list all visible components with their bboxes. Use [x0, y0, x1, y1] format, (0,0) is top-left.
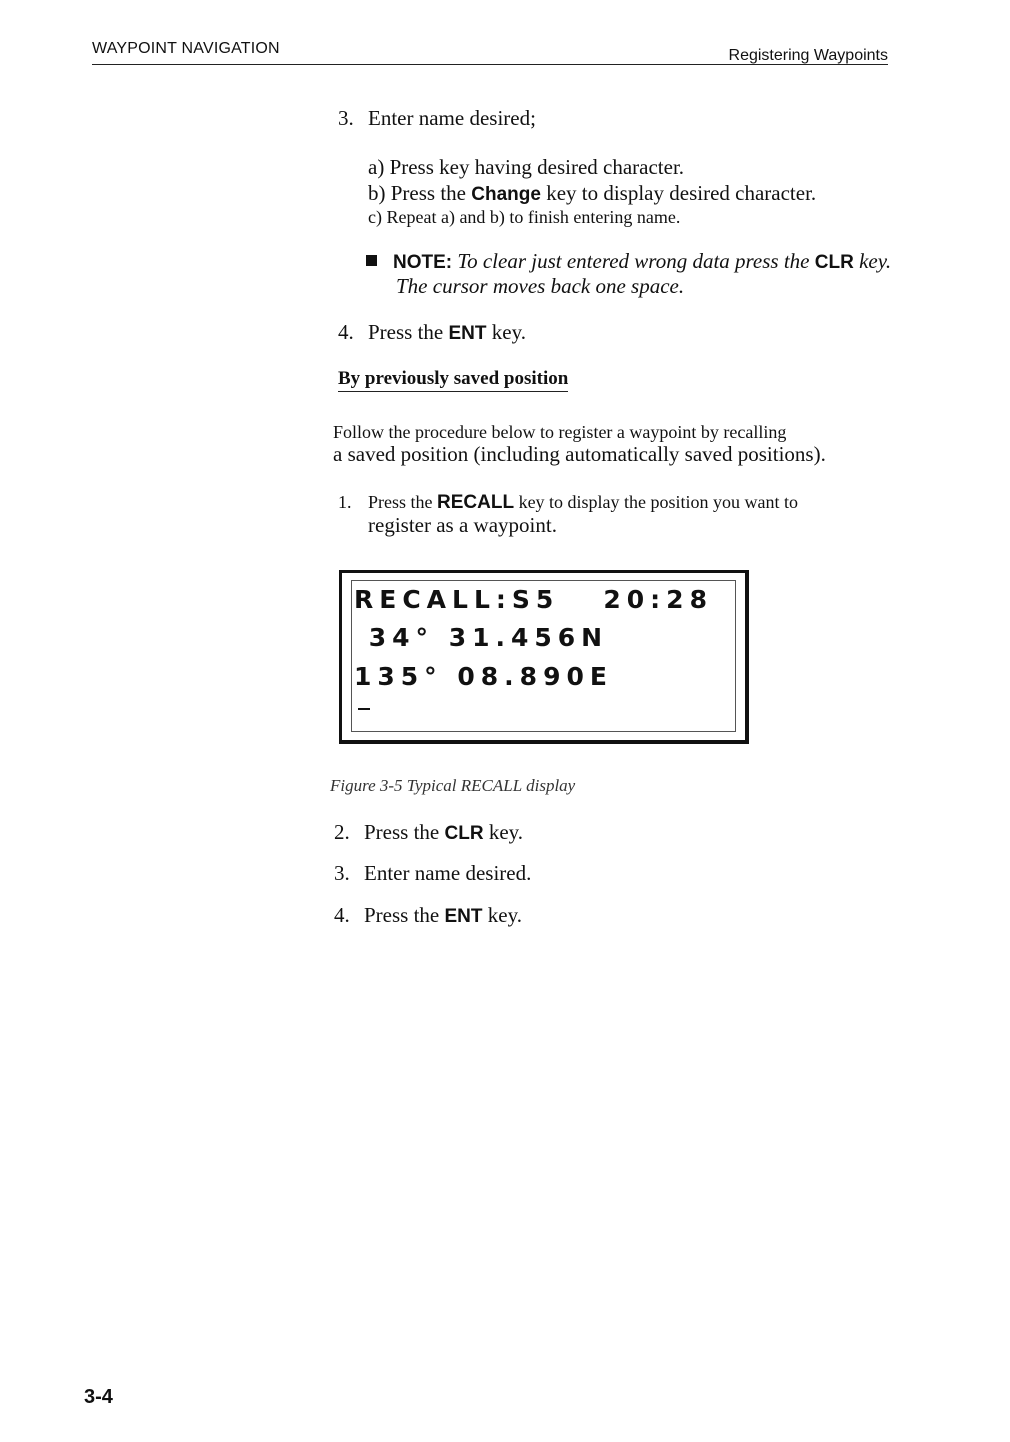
step-text: Enter name desired;: [368, 106, 536, 130]
recall-step: [338, 492, 798, 514]
recall-lcd-display: [339, 570, 749, 744]
intro-line-1: Follow the procedure below to register a waypoint by recalling: [333, 422, 787, 442]
running-header-left: WAYPOINT NAVIGATION: [92, 40, 280, 57]
header-rule: [92, 64, 888, 65]
ent-key-label: ENT: [444, 906, 483, 927]
note-line-2: The cursor moves back one space.: [396, 274, 685, 298]
step-4: [338, 320, 526, 345]
lcd-line-3: 135° 08.890E: [354, 662, 613, 691]
step-4-post: key.: [486, 320, 526, 344]
step-number: 2.: [334, 820, 350, 844]
substep-c: [368, 207, 680, 228]
subheading-text: By previously saved position: [338, 368, 568, 392]
clr-key-label: CLR: [444, 823, 484, 844]
step-number: 4.: [338, 320, 354, 344]
recall-step-line-2: register as a waypoint.: [368, 513, 557, 537]
recall-key-label: RECALL: [437, 492, 515, 513]
recall-step-post: key to display the position you want to: [514, 492, 799, 512]
note-text-pre: To clear just entered wrong data press the: [452, 249, 815, 273]
substep-b-pre: b) Press the: [368, 181, 472, 205]
final-step-2-post: key.: [483, 820, 524, 844]
step-number: 1.: [338, 492, 352, 512]
step-4-pre: Press the: [368, 320, 449, 344]
substep-a-text: a) Press key having desired character.: [368, 155, 685, 179]
ent-key-label: ENT: [448, 323, 487, 344]
note-bullet-icon: [366, 255, 377, 266]
intro-line-2: a saved position (including automatically saved positions).: [333, 442, 826, 466]
clr-key-label: CLR: [814, 252, 854, 273]
step-3: [338, 106, 536, 131]
step-number: 4.: [334, 903, 350, 927]
substep-c-text: c) Repeat a) and b) to finish entering name.: [368, 207, 681, 227]
lcd-cursor: [358, 708, 370, 710]
step-number: 3.: [334, 861, 350, 885]
running-header-right: Registering Waypoints: [728, 47, 888, 64]
final-step-2: [334, 820, 523, 845]
change-key-label: Change: [471, 184, 541, 205]
final-step-4-post: key.: [482, 903, 522, 927]
recall-step-pre: Press the: [368, 492, 437, 512]
final-step-2-pre: Press the: [364, 820, 445, 844]
substep-b: [368, 181, 816, 206]
final-step-4-pre: Press the: [364, 903, 445, 927]
lcd-line-2: 34° 31.456N: [354, 623, 609, 652]
note: [366, 249, 891, 274]
figure-caption: Figure 3-5 Typical RECALL display: [330, 776, 576, 795]
step-number: 3.: [338, 106, 354, 130]
lcd-line-1: RECALL:S5 20:28: [354, 585, 713, 614]
note-label: NOTE:: [393, 252, 453, 273]
section-subheading: [338, 368, 568, 390]
final-step-3: [334, 861, 531, 886]
final-step-4: [334, 903, 522, 928]
note-text-post: key.: [853, 249, 892, 273]
substep-a: [368, 155, 684, 180]
substep-b-post: key to display desired character.: [540, 181, 817, 205]
page-number: 3-4: [84, 1386, 113, 1408]
final-step-3-text: Enter name desired.: [364, 861, 532, 885]
